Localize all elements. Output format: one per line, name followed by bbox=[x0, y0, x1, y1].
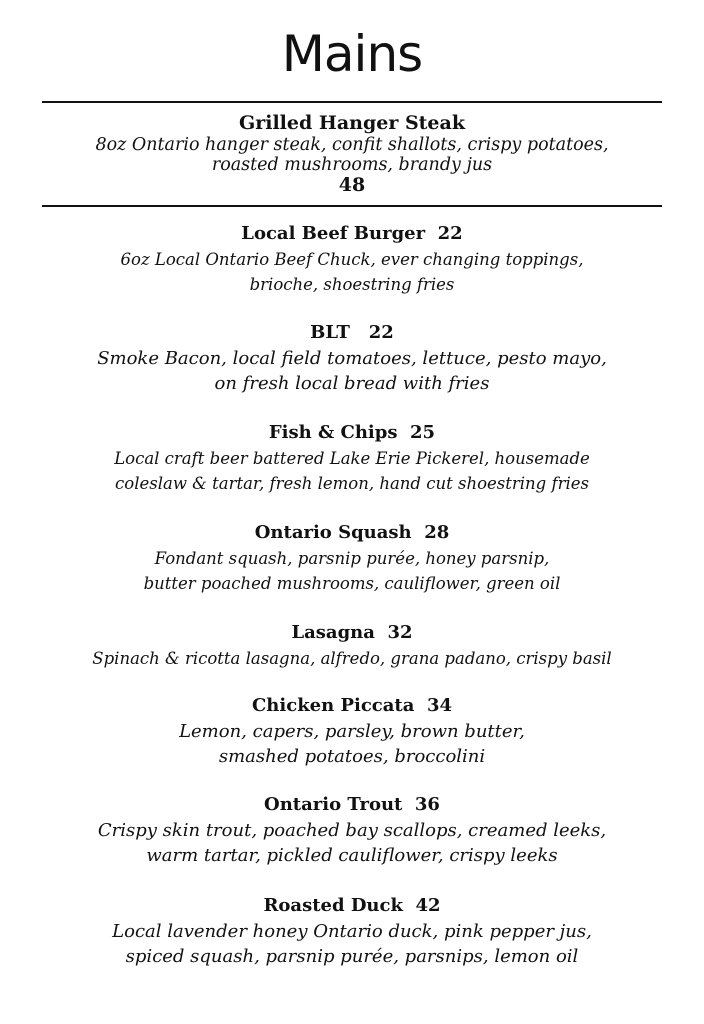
menu-item-desc-line: 6oz Local Ontario Beef Chuck, ever changing toppings, bbox=[120, 250, 584, 269]
menu-item-desc-line: smashed potatoes, broccolini bbox=[218, 746, 486, 767]
menu-item-name: BLT bbox=[310, 322, 350, 343]
menu-item-desc-line: Smoke Bacon, local field tomatoes, lettuce, pesto mayo, bbox=[97, 348, 607, 369]
menu-item-price: 25 bbox=[410, 422, 436, 443]
menu-item-roasted-duck bbox=[0, 893, 704, 969]
menu-item-desc-line: Spinach & ricotta lasagna, alfredo, grana padano, crispy basil bbox=[92, 649, 612, 668]
menu-item-desc-line: Crispy skin trout, poached bay scallops, creamed leeks, bbox=[97, 820, 607, 841]
featured-item-price: 48 bbox=[338, 174, 366, 196]
menu-item-price: 42 bbox=[415, 895, 441, 916]
menu-item-price: 34 bbox=[426, 695, 453, 716]
menu-item-local-beef-burger bbox=[0, 221, 704, 297]
menu-item-desc-line: on fresh local bread with fries bbox=[214, 373, 490, 394]
menu-item-desc-line: Local lavender honey Ontario duck, pink pepper jus, bbox=[112, 921, 592, 942]
featured-item-desc-line-1: 8oz Ontario hanger steak, confit shallots, crispy potatoes, bbox=[95, 135, 609, 155]
menu-item-desc-line: coleslaw & tartar, fresh lemon, hand cut shoestring fries bbox=[115, 474, 589, 493]
menu-item-desc-line: spiced squash, parsnip purée, parsnips, lemon oil bbox=[125, 946, 579, 967]
menu-item-name: Lasagna bbox=[291, 622, 375, 643]
menu-item-ontario-squash bbox=[0, 520, 704, 596]
menu-item-price: 22 bbox=[437, 223, 463, 244]
menu-item-name: Local Beef Burger bbox=[241, 223, 426, 244]
menu-item-desc-line: Local craft beer battered Lake Erie Pickerel, housemade bbox=[114, 449, 590, 468]
menu-item-desc-line: brioche, shoestring fries bbox=[249, 275, 455, 294]
divider-bottom bbox=[42, 205, 662, 207]
menu-item-name: Chicken Piccata bbox=[251, 695, 415, 716]
menu-item-name: Fish & Chips bbox=[268, 422, 398, 443]
menu-item-price: 28 bbox=[424, 522, 450, 543]
menu-item-ontario-trout bbox=[0, 792, 704, 868]
menu-item-name: Ontario Trout bbox=[264, 794, 403, 815]
menu-item-fish-and-chips bbox=[0, 420, 704, 496]
menu-item-price: 22 bbox=[368, 322, 394, 343]
menu-item-desc-line: warm tartar, pickled cauliflower, crispy leeks bbox=[146, 845, 558, 866]
menu-item-blt bbox=[0, 320, 704, 396]
menu-item-desc-line: Fondant squash, parsnip purée, honey parsnip, bbox=[154, 549, 550, 568]
menu-item-name: Roasted Duck bbox=[263, 895, 403, 916]
featured-item-name: Grilled Hanger Steak bbox=[238, 112, 465, 134]
menu-item-chicken-piccata bbox=[0, 693, 704, 769]
menu-item-name: Ontario Squash bbox=[254, 522, 412, 543]
featured-item-desc-line-2: roasted mushrooms, brandy jus bbox=[211, 155, 493, 175]
menu-item-price: 32 bbox=[387, 622, 413, 643]
menu-item-desc-line: Lemon, capers, parsley, brown butter, bbox=[179, 721, 525, 742]
divider-top bbox=[42, 101, 662, 103]
menu-item-price: 36 bbox=[414, 794, 440, 815]
page-title: Mains bbox=[281, 25, 423, 83]
menu-item-desc-line: butter poached mushrooms, cauliflower, green oil bbox=[143, 574, 561, 593]
featured-item bbox=[0, 112, 704, 195]
menu-item-lasagna bbox=[0, 620, 704, 671]
